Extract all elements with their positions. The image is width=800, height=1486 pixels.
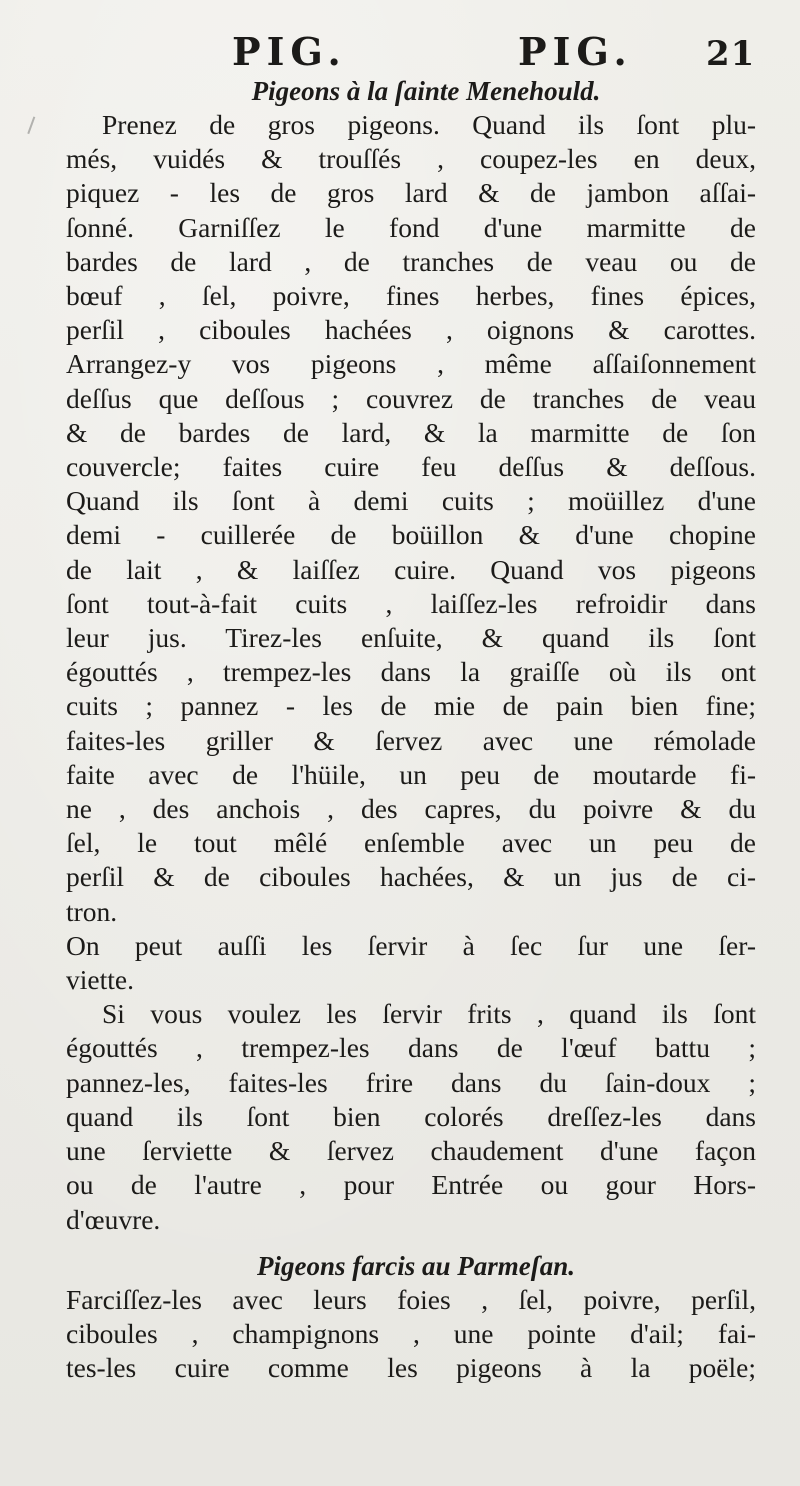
page-body (66, 74, 756, 1385)
page-number: 21 (706, 34, 756, 74)
text-line: perſil & de ciboules hachées, & un jus de ci- (66, 861, 756, 893)
text-line: Quand ils ſont à demi cuits ; moüillez d'une (66, 485, 756, 517)
section-title: Pigeons farcis au Parmeſan. (256, 1250, 575, 1281)
text-line: tes-les cuire comme les pigeons à la poële; (66, 1352, 756, 1384)
text-line: cuits ; pannez - les de mie de pain bien fine; (66, 690, 756, 722)
text-line: piquez - les de gros lard & de jambon aſſai- (66, 177, 756, 209)
running-head-right: PIG. (518, 29, 633, 74)
text-line: ſonné. Garniſſez le fond d'une marmitte de (66, 211, 756, 243)
section-title: Pigeons à la ſainte Menehould. (251, 76, 601, 106)
text-line: ou de l'autre , pour Entrée ou gour Hors- (66, 1169, 756, 1201)
text-line: ſel, le tout mêlé enſemble avec un peu de (66, 827, 756, 859)
text-line: més, vuidés & trouſſés , coupez-les en deux, (66, 143, 756, 175)
text-line: bardes de lard , de tranches de veau ou de (66, 245, 756, 277)
paragraph (66, 108, 756, 929)
paragraph (66, 929, 756, 997)
text-line: pannez-les, faites-les frire dans du ſain-doux ; (66, 1066, 756, 1098)
text-line: bœuf , ſel, poivre, fines herbes, fines épices, (66, 280, 756, 312)
text-line: ſont tout-à-fait cuits , laiſſez-les refroidir dans (66, 587, 756, 619)
running-head-left: PIG. (232, 29, 347, 74)
text-line: leur jus. Tirez-les enſuite, & quand ils ſont (66, 622, 756, 654)
text-line: ne , des anchois , des capres, du poivre & du (66, 793, 756, 825)
text-line: de lait , & laiſſez cuire. Quand vos pigeons (66, 553, 756, 585)
text-line: On peut auſſi les ſervir à ſec ſur une ſer- (66, 929, 756, 961)
text-line: ciboules , champignons , une pointe d'ail; fai- (66, 1317, 756, 1349)
text-line: & de bardes de lard, & la marmitte de ſon (66, 416, 756, 448)
running-head (66, 30, 756, 74)
text-line: viette. (66, 964, 134, 996)
text-line: une ſerviette & ſervez chaudement d'une façon (66, 1135, 756, 1167)
text-line: couvercle; faites cuire feu deſſus & deſſous. (66, 451, 756, 483)
paragraph (66, 997, 756, 1236)
text-line: faite avec de l'hüile, un peu de moutarde fi- (66, 758, 756, 790)
text-line: Prenez de gros pigeons. Quand ils ſont plu- (102, 109, 756, 140)
text-line: faites-les griller & ſervez avec une rémolade (66, 724, 756, 756)
text-line: deſſus que deſſous ; couvrez de tranches de veau (66, 382, 756, 414)
text-line: tron. (66, 895, 118, 927)
text-line: quand ils ſont bien colorés dreſſez-les dans (66, 1100, 756, 1132)
text-line: d'œuvre. (66, 1203, 161, 1235)
text-line: Farciſſez-les avec leurs foies , ſel, poivre, perſil, (66, 1283, 756, 1315)
page-mark (27, 116, 44, 137)
text-line: Si vous voulez les ſervir frits , quand ils ſont (102, 998, 756, 1030)
text-line: perſil , ciboules hachées , oignons & carottes. (66, 314, 756, 346)
text-line: demi - cuillerée de boüillon & d'une chopine (66, 519, 756, 551)
paragraph (66, 1283, 756, 1386)
text-line: égouttés , trempez-les dans de l'œuf battu ; (66, 1032, 756, 1064)
text-line: égouttés , trempez-les dans la graiſſe où ils ont (66, 656, 756, 688)
text-line: Arrangez-y vos pigeons , même aſſaiſonnement (66, 348, 756, 380)
